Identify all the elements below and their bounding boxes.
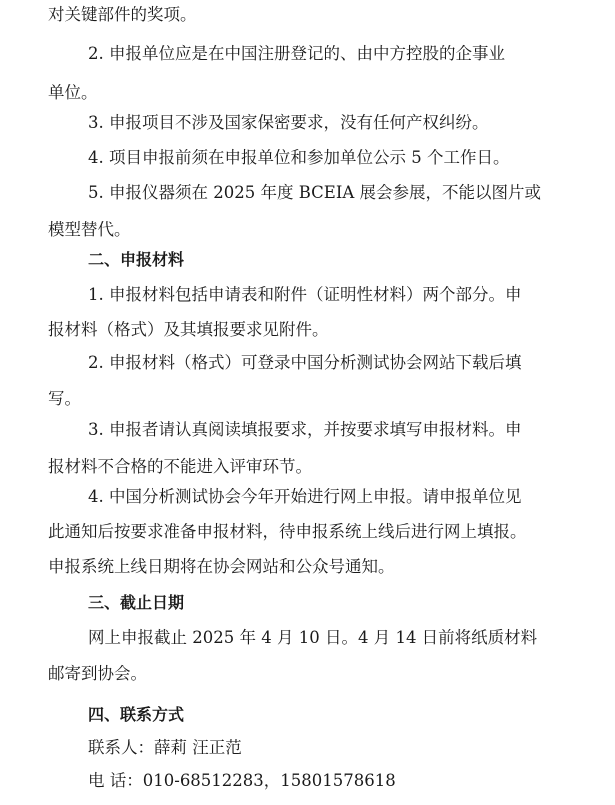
text-line: 5. 申报仪器须在 2025 年度 BCEIA 展会参展，不能以图片或: [88, 183, 541, 202]
paragraph-materials-4: [48, 487, 588, 577]
text-line: 2. 申报单位应是在中国注册登记的、由中方控股的企事业: [88, 44, 505, 63]
contact-person: 联系人：薛莉 汪正范: [88, 738, 242, 757]
text-line: 3. 申报项目不涉及国家保密要求，没有任何产权纠纷。: [88, 113, 489, 132]
paragraph-item-2: [48, 44, 588, 103]
paragraph-contact-person: [48, 738, 588, 758]
text-line: 4. 中国分析测试协会今年开始进行网上申报。请申报单位见: [88, 487, 522, 506]
paragraph-deadline: [48, 628, 588, 684]
paragraph-item-3: [48, 113, 588, 133]
section-heading-contact: 四、联系方式: [88, 705, 185, 724]
text-line: 4. 项目申报前须在申报单位和参加单位公示 5 个工作日。: [88, 148, 510, 167]
text-line: 报材料不合格的不能进入评审环节。: [48, 457, 312, 476]
text-line: 对关键部件的奖项。: [48, 5, 197, 24]
text-line: 写。: [48, 389, 81, 408]
paragraph-materials-3: [48, 420, 588, 477]
section-heading-materials: 二、申报材料: [88, 250, 185, 269]
paragraph-continuation: [48, 5, 588, 25]
paragraph-contact-phone: [48, 771, 588, 791]
text-line: 此通知后按要求准备申报材料，待申报系统上线后进行网上填报。: [48, 522, 527, 541]
paragraph-item-4: [48, 148, 588, 168]
text-line: 申报系统上线日期将在协会网站和公众号通知。: [48, 557, 395, 576]
text-line: 3. 申报者请认真阅读填报要求，并按要求填写申报材料。申: [88, 420, 522, 439]
text-line: 模型替代。: [48, 220, 131, 239]
paragraph-materials-1: [48, 285, 588, 340]
paragraph-item-5: [48, 183, 588, 240]
contact-phone: 电 话：010-68512283，15801578618: [88, 771, 396, 790]
text-line: 2. 申报材料（格式）可登录中国分析测试协会网站下载后填: [88, 353, 522, 372]
text-line: 网上申报截止 2025 年 4 月 10 日。4 月 14 日前将纸质材料: [88, 628, 538, 647]
text-line: 报材料（格式）及其填报要求见附件。: [48, 320, 329, 339]
text-line: 1. 申报材料包括申请表和附件（证明性材料）两个部分。申: [88, 285, 522, 304]
text-line: 邮寄到协会。: [48, 664, 147, 683]
section-heading-deadline: 三、截止日期: [88, 593, 185, 612]
text-line: 单位。: [48, 83, 98, 102]
paragraph-materials-2: [48, 353, 588, 409]
